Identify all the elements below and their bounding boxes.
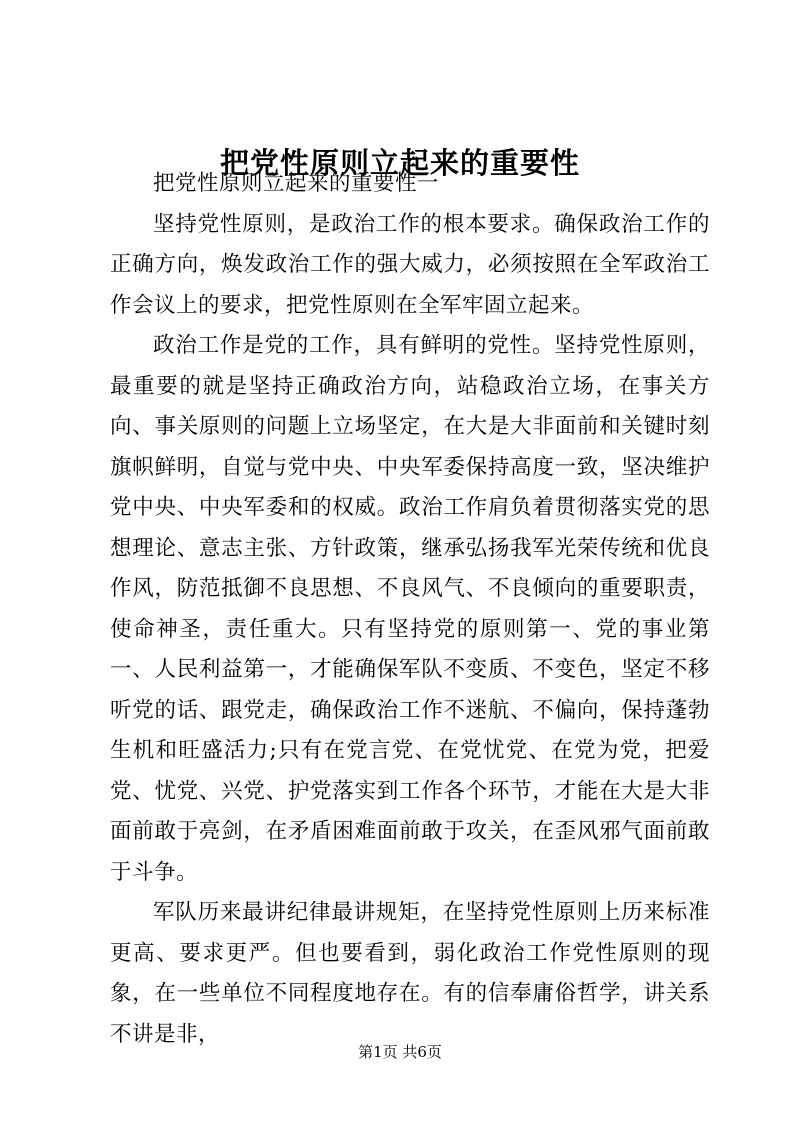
body-paragraph: 军队历来最讲纪律最讲规矩，在坚持党性原则上历来标准更高、要求更严。但也要看到，弱化政治工作党性原则的现象，在一些单位不同程度地存在。有的信奉庸俗哲学，讲关系不讲是非， [110,900,710,1047]
subtitle-paragraph: 把党性原则立起来的重要性一 [153,171,440,196]
body-paragraph: 坚持党性原则，是政治工作的根本要求。确保政治工作的正确方向，焕发政治工作的强大威力，必须按照在全军政治工作会议上的要求，把党性原则在全军牢固立起来。 [110,211,710,318]
body-paragraph: 政治工作是党的工作，具有鲜明的党性。坚持党性原则，最重要的就是坚持正确政治方向，站稳政治立场，在事关方向、事关原则的问题上立场坚定，在大是大非面前和关键时刻旗帜鲜明，自觉与党中央、中央军委保持高度一致，坚决维护党中央、中央军委和的权威。政治工作肩负着贯彻落实党的思想理论、意志主张、方针政策，继承弘扬我军光荣传统和优良作风，防范抵御不良思想、不良风气、不良倾向的重要职责，使命神圣，责任重大。只有坚持党的原则第一、党的事业第一、人民利益第一，才能确保军队不变质、不变色，坚定不移听党的话、跟党走，确保政治工作不迷航、不偏向，保持蓬勃生机和旺盛活力;只有在党言党、在党忧党、在党为党，把爱党、忧党、兴党、护党落实到工作各个环节，才能在大是大非面前敢于亮剑，在矛盾困难面前敢于攻关，在歪风邪气面前敢于斗争。 [110,333,710,885]
page-footer: 第1页 共6页 [358,1043,442,1061]
document-title: 把党性原则立起来的重要性 [219,146,580,180]
document-body [110,164,710,1055]
